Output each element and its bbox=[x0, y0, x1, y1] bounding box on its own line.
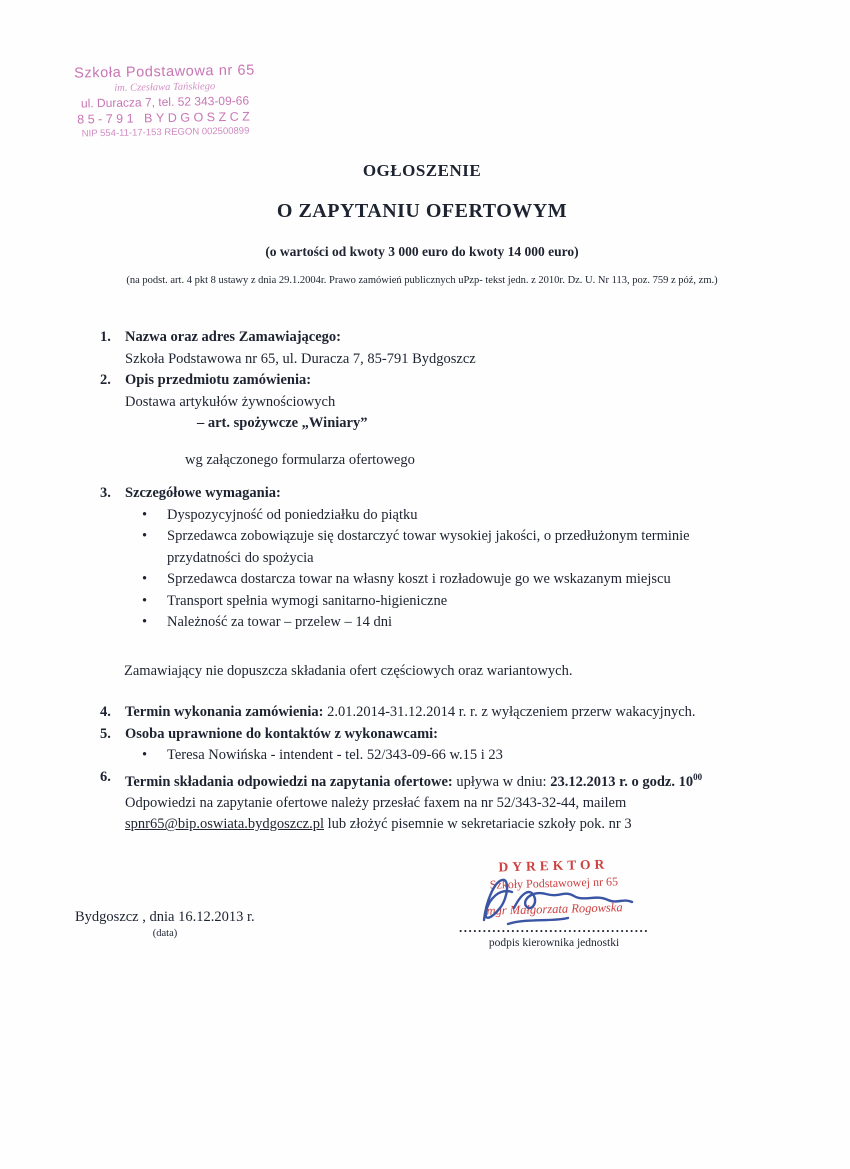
list-item-4 bbox=[100, 702, 764, 724]
item6-heading: Termin składania odpowiedzi na zapytania ofertowe: bbox=[125, 773, 453, 790]
item3-heading: Szczegółowe wymagania: bbox=[125, 485, 281, 501]
school-stamp-name: Szkoła Podstawowa nr 65 bbox=[74, 62, 255, 82]
bullet-icon: • bbox=[142, 592, 148, 609]
requirement-bullet: • Sprzedawca zobowiązuje się dostarczyć towar wysokiej jakości, o przedłużonym terminie przydatności do spożycia bbox=[136, 526, 764, 569]
item6-lead: upływa w dniu: bbox=[452, 773, 551, 790]
dotted-signature-line: ........................................ bbox=[459, 920, 649, 935]
item-number: 1. bbox=[100, 329, 111, 345]
signature-block bbox=[430, 858, 678, 949]
requirement-bullet: • Dyspozycyjność od poniedziałku do piątku bbox=[136, 505, 764, 527]
document-subtitle: O ZAPYTANIU OFERTOWYM bbox=[276, 200, 568, 222]
bullet-icon: • bbox=[142, 506, 148, 523]
item1-heading: Nazwa oraz adres Zamawiającego: bbox=[125, 329, 341, 345]
school-stamp-patron: im. Czesława Tańskiego bbox=[114, 81, 216, 94]
item-number: 2. bbox=[100, 372, 111, 388]
item-number: 4. bbox=[100, 704, 111, 720]
item-number: 3. bbox=[100, 485, 111, 501]
requirement-bullet: • Transport spełnia wymogi sanitarno-higieniczne bbox=[136, 591, 764, 613]
date-line: Bydgoszcz , dnia 16.12.2013 r. bbox=[75, 909, 255, 925]
contact-person: Teresa Nowińska - intendent - tel. 52/343-09-66 w.15 i 23 bbox=[167, 747, 503, 763]
list-item-2 bbox=[100, 370, 764, 471]
date-label: (data) bbox=[152, 928, 178, 939]
item4-body: 2.01.2014-31.12.2014 r. r. z wyłączeniem przerw wakacyjnych. bbox=[323, 704, 696, 720]
item6-line1 bbox=[125, 767, 764, 793]
school-stamp-address: ul. Duracza 7, tel. 52 343-09-66 bbox=[80, 93, 250, 111]
list-item-5 bbox=[100, 724, 764, 746]
disclaimer-paragraph: Zamawiający nie dopuszcza składania ofert częściowych oraz wariantowych. bbox=[124, 662, 573, 679]
item2-note: wg załączonego formularza ofertowego bbox=[185, 451, 415, 468]
item6-line2: Odpowiedzi na zapytanie ofertowe należy przesłać faxem na nr 52/343-32-44, mailem bbox=[125, 794, 627, 811]
contact-email: spnr65@bip.oswiata.bydgoszcz.pl bbox=[125, 816, 324, 833]
value-range: (o wartości od kwoty 3 000 euro do kwoty 14 000 euro) bbox=[265, 244, 579, 259]
signature-caption: podpis kierownika jednostki bbox=[488, 937, 620, 949]
item6-line3-rest: lub złożyć pisemnie w sekretariacie szkoły pok. nr 3 bbox=[324, 816, 632, 833]
requirement-bullet: • Sprzedawca dostarcza towar na własny koszt i rozładowuje go we wskazanym miejscu bbox=[136, 569, 764, 591]
item5-heading: Osoba uprawnione do kontaktów z wykonawcami: bbox=[125, 725, 439, 742]
item2-heading: Opis przedmiotu zamówienia: bbox=[125, 372, 312, 388]
director-stamp-name: mgr Małgorzata Rogowska bbox=[486, 900, 623, 918]
school-stamp-city: 85-791 BYDGOSZCZ bbox=[77, 109, 254, 127]
item2-body: Dostawa artykułów żywnościowych bbox=[125, 393, 336, 410]
director-stamp bbox=[429, 855, 678, 920]
director-stamp-title: DYREKTOR bbox=[498, 856, 609, 875]
list-item-3 bbox=[100, 483, 764, 505]
school-stamp bbox=[45, 62, 284, 140]
bullet-icon: • bbox=[142, 571, 148, 587]
item6-deadline: 23.12.2013 r. o godz. 10 bbox=[550, 773, 694, 790]
document-title: OGŁOSZENIE bbox=[362, 161, 482, 180]
document-body bbox=[100, 327, 764, 836]
date-block bbox=[75, 909, 255, 939]
item-number: 6. bbox=[100, 768, 111, 785]
document-header bbox=[0, 161, 844, 286]
legal-basis: (na podst. art. 4 pkt 8 ustawy z dnia 29.1.2004r. Prawo zamówień publicznych uPzp- tekst jedn. z 2010r. Dz. U. Nr 113, poz. 759 z póź, zm.) bbox=[126, 275, 718, 286]
school-stamp-nip-regon: NIP 554-11-17-153 REGON 002500899 bbox=[81, 125, 250, 140]
deadline-superscript: 00 bbox=[693, 771, 703, 782]
item4-heading: Termin wykonania zamówienia: bbox=[125, 704, 324, 720]
item6-line3 bbox=[125, 814, 764, 836]
list-item-1 bbox=[100, 327, 764, 370]
bullet-icon: • bbox=[142, 528, 148, 544]
bullet-icon: • bbox=[142, 614, 148, 630]
contact-bullet bbox=[136, 745, 764, 767]
item-number: 5. bbox=[100, 725, 111, 742]
item2-emphasis: – art. spożywcze „Winiary” bbox=[197, 415, 368, 431]
requirement-bullet: • Należność za towar – przelew – 14 dni bbox=[136, 612, 764, 634]
director-stamp-school: Szkoły Podstawowej nr 65 bbox=[489, 874, 619, 892]
list-item-6 bbox=[100, 767, 764, 836]
item1-body: Szkoła Podstawowa nr 65, ul. Duracza 7, 85-791 Bydgoszcz bbox=[125, 350, 476, 367]
bullet-icon: • bbox=[142, 747, 148, 763]
